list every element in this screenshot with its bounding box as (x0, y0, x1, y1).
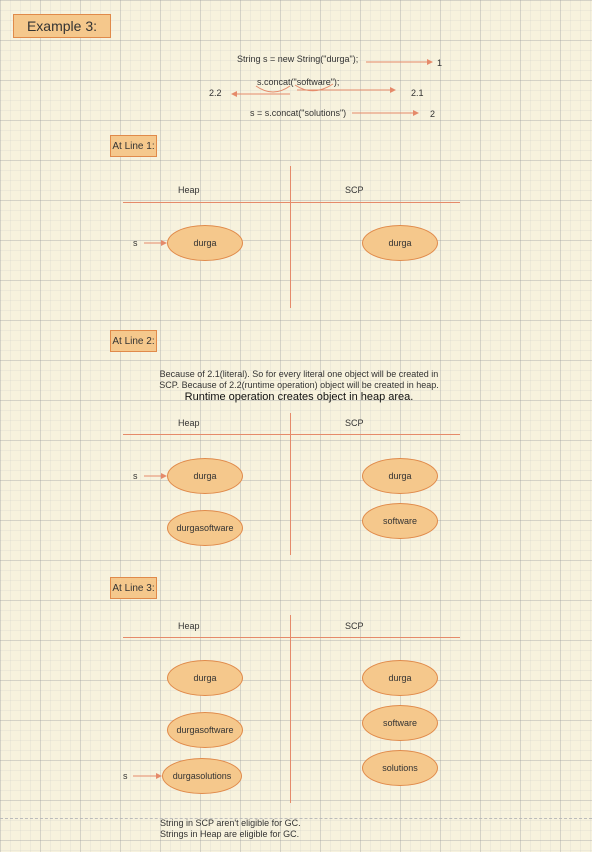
ref-s-3: s (123, 771, 128, 781)
heap-object-durgasoftware: durgasoftware (167, 510, 243, 546)
scp-object-durga: durga (362, 458, 438, 494)
heap-object-durga: durga (167, 458, 243, 494)
scp-object-durga: durga (362, 225, 438, 261)
scp-label-1: SCP (345, 185, 364, 195)
code-line-3-number: 2 (430, 109, 436, 119)
footer-line-1: String in SCP aren't eligible for GC. (160, 818, 301, 828)
section-label-line1: At Line 1: (110, 135, 157, 157)
heap-object-durga: durga (167, 660, 243, 696)
heap-label-1: Heap (178, 185, 200, 195)
scp-object-software: software (362, 705, 438, 741)
scp-object-durga: durga (362, 660, 438, 696)
heap-label-3: Heap (178, 621, 200, 631)
code-line-1: String s = new String("durga"); (237, 54, 359, 64)
scp-label-2: SCP (345, 418, 364, 428)
code-line-3: s = s.concat("solutions") (250, 108, 347, 118)
example-title: Example 3: (13, 14, 111, 38)
code-line-2: s.concat("software"); (257, 77, 340, 87)
scp-label-3: SCP (345, 621, 364, 631)
ref-s-2: s (133, 471, 138, 481)
note-line2-a: Because of 2.1(literal). So for every literal one object will be created in (159, 369, 439, 379)
heap-object-durgasoftware: durgasoftware (167, 712, 243, 748)
heap-object-durga: durga (167, 225, 243, 261)
scp-object-software: software (362, 503, 438, 539)
code-line-2-number-left: 2.2 (209, 88, 222, 98)
heap-label-2: Heap (178, 418, 200, 428)
code-line-2-number-right: 2.1 (411, 88, 424, 98)
code-line-1-number: 1 (437, 58, 443, 68)
scp-object-solutions: solutions (362, 750, 438, 786)
section-label-line2: At Line 2: (110, 330, 157, 352)
note-line2-big: Runtime operation creates object in heap area. (184, 391, 414, 403)
brace-s-concat (256, 86, 290, 92)
note-line2-b: SCP. Because of 2.2(runtime operation) object will be created in heap. (159, 380, 439, 390)
section-label-line3: At Line 3: (110, 577, 157, 599)
ref-s-1: s (133, 238, 138, 248)
heap-object-durgasolutions: durgasolutions (162, 758, 242, 794)
footer-line-2: Strings in Heap are eligible for GC. (160, 829, 300, 839)
